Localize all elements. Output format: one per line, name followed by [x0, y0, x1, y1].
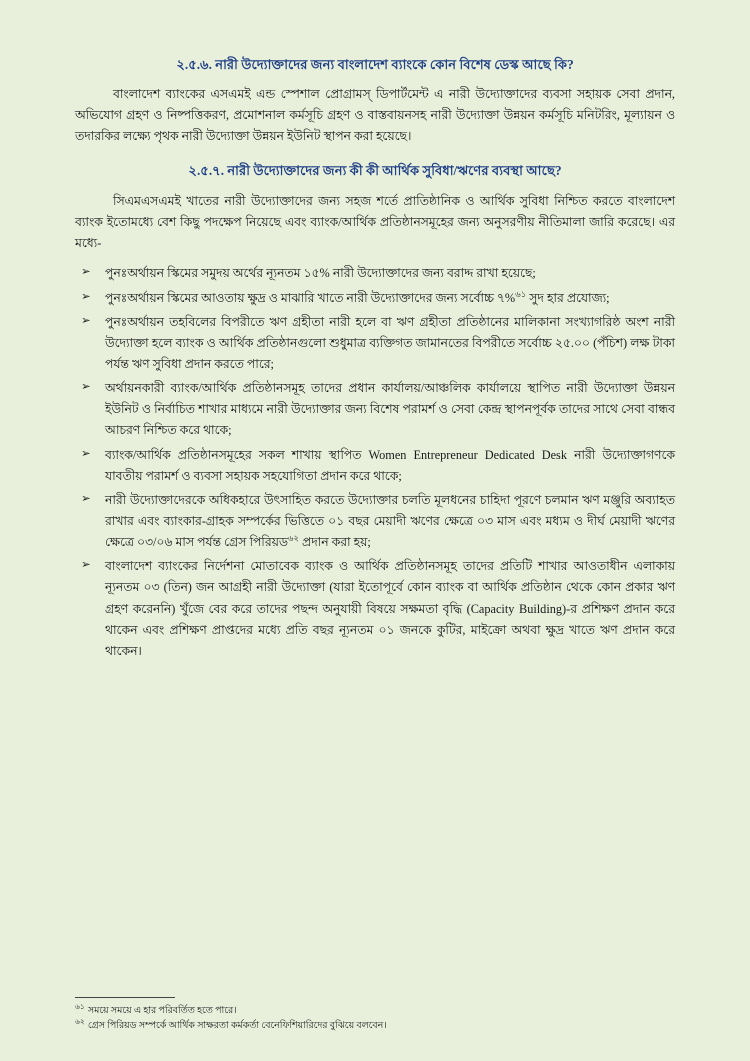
bullet-text: অর্থায়নকারী ব্যাংক/আর্থিক প্রতিষ্ঠানসমূহ তাদের প্রধান কার্যালয়/আঞ্চলিক কার্যালয়ে স্থাপিত নারী উদ্যোক্তা উন্নয়ন ইউনিট ও নির্বাচিত শাখার মাধ্যমে নারী উদ্যোক্তার জন্য বিশেষ পরামর্শ ও সেবা কেন্দ্র স্থাপনপূর্বক তাদের সাথে সেবা বান্ধব আচরণ নিশ্চিত করে থাকে;: [105, 381, 675, 438]
bullet-list: [75, 263, 675, 662]
bullet-marker-icon: ➢: [81, 314, 91, 327]
bullet-marker-icon: ➢: [81, 290, 91, 303]
footnote-61: [75, 1001, 675, 1020]
bullet-marker-icon: ➢: [81, 559, 91, 572]
bullet-marker-icon: ➢: [81, 266, 91, 279]
bullet-item: [75, 445, 675, 487]
bullet-marker-icon: ➢: [81, 492, 91, 505]
bullet-text: পুনঃঅর্থায়ন স্কিমের সমুদয় অর্থের ন্যূনতম ১৫% নারী উদ্যোক্তাদের জন্য বরাদ্দ রাখা হয়েছে;: [105, 266, 536, 281]
bullet-marker-icon: ➢: [81, 447, 91, 460]
footnote-61-number: ৬১: [75, 1001, 85, 1011]
bullet-text: পুনঃঅর্থায়ন তহবিলের বিপরীতে ঋণ গ্রহীতা নারী হলে বা ঋণ গ্রহীতা প্রতিষ্ঠানের মালিকানা সংখ্যাগরিষ্ঠ অংশ নারী উদ্যোক্তা হলে ব্যাংক ও আর্থিক প্রতিষ্ঠানগুলো শুধুমাত্র ব্যক্তিগত জামানতের বিপরীতে সর্বোচ্চ ২৫.০০ (পঁচিশ) লক্ষ টাকা পর্যন্ত ঋণ সুবিধা প্রদান করতে পারে;: [105, 314, 675, 371]
bullet-item: [75, 312, 675, 375]
bullet-text: পুনঃঅর্থায়ন স্কিমের আওতায় ক্ষুদ্র ও মাঝারি খাতে নারী উদ্যোক্তাদের জন্য সর্বোচ্চ ৭%$^{৬১}$ সুদ হার প্রযোজ্য;: [105, 288, 610, 305]
footnote-62-number: ৬২: [75, 1017, 85, 1027]
footnote-reference[interactable]: ৬১: [515, 288, 527, 299]
bullet-marker-icon: ➢: [81, 381, 91, 394]
bullet-item: [75, 490, 675, 553]
footnote-separator: [75, 997, 175, 998]
latin-term: Capacity Building: [470, 601, 563, 616]
bullet-item: [75, 556, 675, 662]
bullet-item: [75, 263, 675, 284]
section-heading-2-5-6: ২.৫.৬. নারী উদ্যোক্তাদের জন্য বাংলাদেশ ব্যাংকে কোন বিশেষ ডেস্ক আছে কি?: [176, 57, 574, 72]
footnote-62-text: গ্রেস পিরিয়ড সম্পর্কে আর্থিক সাক্ষরতা কর্মকর্তা বেনেফিশিয়ারিদের বুঝিয়ে বলবেন।: [87, 1021, 387, 1032]
section-paragraph-2-5-7: সিএমএসএমই খাতের নারী উদ্যোক্তাদের জন্য সহজ শর্তে প্রাতিষ্ঠানিক ও আর্থিক সুবিধা নিশ্চিত করতে বাংলাদেশ ব্যাংক ইতোমধ্যে বেশ কিছু পদক্ষেপ নিয়েছে এবং ব্যাংক/আর্থিক প্রতিষ্ঠানসমূহের জন্য অনুসরণীয় নীতিমালা জারি করেছে। এর মধ্যে-: [75, 194, 675, 251]
bullet-text: ব্যাংক/আর্থিক প্রতিষ্ঠানসমূহের সকল শাখায় স্থাপিত Women Entrepreneur Dedicated Desk নারী উদ্যোক্তাগণকে যাবতীয় পরামর্শ ও ব্যবসা সহায়ক সহযোগিতা প্রদান করে থাকে;: [105, 447, 675, 483]
bullet-text: বাংলাদেশ ব্যাংকের নির্দেশনা মোতাবেক ব্যাংক ও আর্থিক প্রতিষ্ঠানসমূহ তাদের প্রতিটি শাখার আওতাধীন এলাকায় ন্যূনতম ০৩ (তিন) জন আগ্রহী নারী উদ্যোক্তা (যারা ইতোপূর্বে কোন ব্যাংক বা আর্থিক প্রতিষ্ঠান থেকে কোন প্রকার ঋণ গ্রহণ করেননি) খুঁজে বের করে তাদের পছন্দ অনুযায়ী বিষয়ে সক্ষমতা বৃদ্ধি (Capacity Building)-র প্রশিক্ষণ প্রদান করে থাকেন এবং প্রশিক্ষণ প্রাপ্তদের মধ্যে প্রতি বছর ন্যূনতম ০১ জনকে কুটির, মাইক্রো অথবা ক্ষুদ্র খাতে ঋণ প্রদান করে থাকেন।: [105, 559, 675, 658]
footnote-61-text: সময়ে সময়ে এ হার পরিবর্তিত হতে পারে।: [87, 1005, 237, 1016]
bullet-item: [75, 288, 675, 309]
bullet-item: [75, 378, 675, 441]
footnote-reference[interactable]: ৬২: [287, 533, 299, 544]
footnote-area: [75, 997, 675, 1035]
latin-term: Women Entrepreneur Dedicated Desk: [368, 447, 567, 462]
section-heading-2-5-7: ২.৫.৭. নারী উদ্যোক্তাদের জন্য কী কী আর্থিক সুবিধা/ঋণের ব্যবস্থা আছে?: [188, 163, 562, 179]
section-paragraph-2-5-6: বাংলাদেশ ব্যাংকের এসএমই এন্ড স্পেশাল প্রোগ্রামস্ ডিপার্টমেন্ট এ নারী উদ্যোক্তাদের ব্যবসা সহায়ক সেবা প্রদান, অভিযোগ গ্রহণ ও নিষ্পত্তিকরণ, প্রমোশনাল কর্মসূচি গ্রহণ ও বাস্তবায়নসহ নারী উদ্যোক্তা উন্নয়ন কর্মসূচি মনিটরিং, মূল্যায়ন ও তদারকির লক্ষ্যে পৃথক নারী উদ্যোক্তা উন্নয়ন ইউনিট স্থাপন করা হয়েছে।: [75, 86, 675, 144]
bullet-text: নারী উদ্যোক্তাদেরকে অধিকহারে উৎসাহিত করতে উদ্যোক্তার চলতি মূলধনের চাহিদা পূরণে চলমান ঋণ মঞ্জুরি অব্যাহত রাখার এবং ব্যাংকার-গ্রাহক সম্পর্কের ভিত্তিতে ০১ বছর মেয়াদী ঋণের ক্ষেত্রে ০৩ মাস এবং মধ্যম ও দীর্ঘ মেয়াদী ঋণের ক্ষেত্রে ০৩/০৬ মাস পর্যন্ত গ্রেস পিরিয়ড$^{৬২}$ প্রদান করা হয়;: [105, 492, 675, 550]
footnote-62: [75, 1019, 675, 1035]
